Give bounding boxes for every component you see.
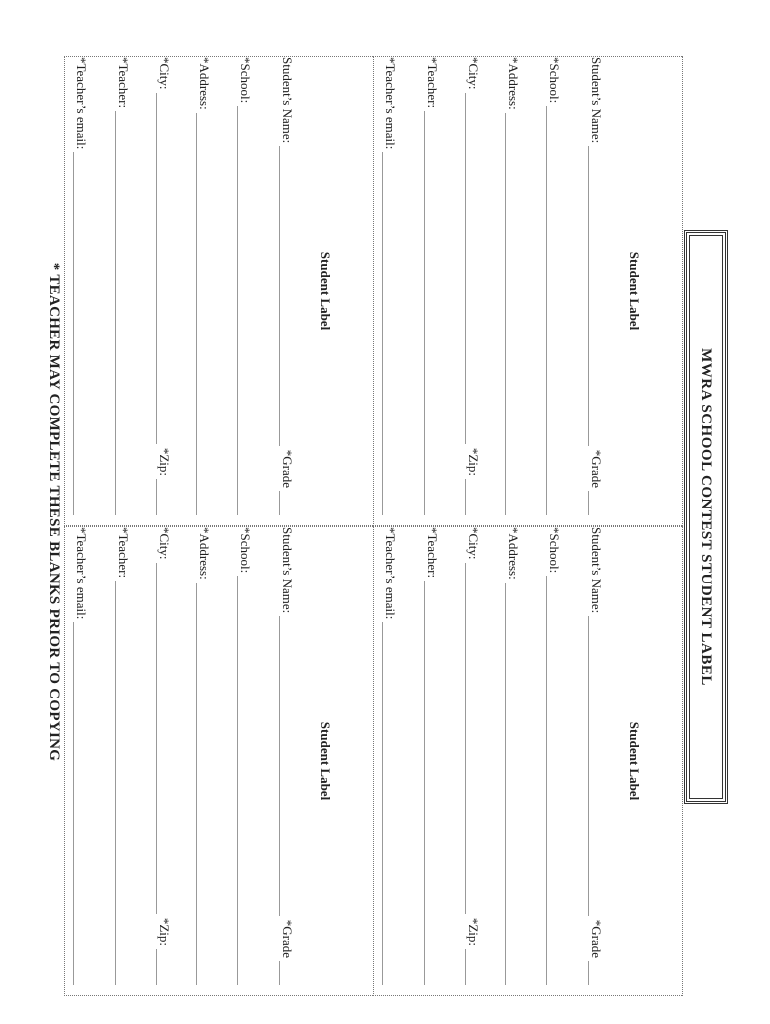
zip-label: *Zip: xyxy=(157,447,172,476)
teacher-label: *Teacher: xyxy=(425,527,440,579)
address-label: *Address: xyxy=(197,57,212,110)
email-row xyxy=(73,527,88,995)
grade-field[interactable] xyxy=(588,961,601,985)
school-row xyxy=(546,57,561,525)
student-name-field[interactable] xyxy=(279,146,292,445)
teacher-email-label: *Teacher’s email: xyxy=(383,527,398,620)
city-label: *City: xyxy=(466,57,481,90)
city-field[interactable] xyxy=(156,93,169,444)
teacher-row xyxy=(115,57,130,525)
student-name-label: Student’s Name: xyxy=(589,527,604,614)
student-name-field[interactable] xyxy=(588,146,601,445)
name-row xyxy=(588,57,603,525)
school-label: *School: xyxy=(238,57,253,104)
student-label-card xyxy=(373,526,683,996)
teacher-email-label: *Teacher’s email: xyxy=(74,57,89,150)
zip-field[interactable] xyxy=(156,949,169,985)
address-field[interactable] xyxy=(196,583,209,985)
school-field[interactable] xyxy=(546,106,559,515)
school-row xyxy=(546,527,561,995)
school-label: *School: xyxy=(238,527,253,574)
school-label: *School: xyxy=(547,57,562,104)
address-row xyxy=(196,57,211,525)
teacher-email-field[interactable] xyxy=(73,622,86,985)
student-label-card xyxy=(64,56,374,526)
school-row xyxy=(237,527,252,995)
teacher-row xyxy=(424,527,439,995)
student-name-label: Student’s Name: xyxy=(589,57,604,144)
school-field[interactable] xyxy=(237,576,250,985)
teacher-label: *Teacher: xyxy=(116,57,131,109)
address-row xyxy=(505,57,520,525)
teacher-row xyxy=(424,57,439,525)
page-title: MWRA SCHOOL CONTEST STUDENT LABEL xyxy=(686,232,726,802)
email-row xyxy=(382,527,397,995)
city-field[interactable] xyxy=(465,563,478,914)
grade-field[interactable] xyxy=(588,491,601,515)
zip-field[interactable] xyxy=(156,479,169,515)
zip-label: *Zip: xyxy=(466,917,481,946)
teacher-email-label: *Teacher’s email: xyxy=(383,57,398,150)
teacher-field[interactable] xyxy=(424,111,437,515)
teacher-field[interactable] xyxy=(115,581,128,985)
zip-field[interactable] xyxy=(465,949,478,985)
city-label: *City: xyxy=(157,57,172,90)
zip-field[interactable] xyxy=(465,479,478,515)
email-row xyxy=(73,57,88,525)
address-label: *Address: xyxy=(506,57,521,110)
label-heading: Student Label xyxy=(627,251,642,331)
grade-label: *Grade xyxy=(280,919,295,958)
teacher-label: *Teacher: xyxy=(425,57,440,109)
teacher-email-field[interactable] xyxy=(382,622,395,985)
teacher-field[interactable] xyxy=(115,111,128,515)
student-label-card xyxy=(64,526,374,996)
city-label: *City: xyxy=(157,527,172,560)
student-name-field[interactable] xyxy=(588,616,601,915)
student-name-field[interactable] xyxy=(279,616,292,915)
city-row xyxy=(465,527,480,995)
zip-label: *Zip: xyxy=(466,447,481,476)
name-row xyxy=(588,527,603,995)
teacher-label: *Teacher: xyxy=(116,527,131,579)
grade-field[interactable] xyxy=(279,491,292,515)
school-row xyxy=(237,57,252,525)
teacher-email-label: *Teacher’s email: xyxy=(74,527,89,620)
grade-label: *Grade xyxy=(589,919,604,958)
address-field[interactable] xyxy=(505,113,518,515)
footer-note: * TEACHER MAY COMPLETE THESE BLANKS PRIOR TO COPYING xyxy=(46,262,62,762)
school-field[interactable] xyxy=(237,106,250,515)
zip-label: *Zip: xyxy=(157,917,172,946)
grade-label: *Grade xyxy=(280,449,295,488)
city-row xyxy=(465,57,480,525)
address-label: *Address: xyxy=(197,527,212,580)
student-name-label: Student’s Name: xyxy=(280,57,295,144)
address-label: *Address: xyxy=(506,527,521,580)
city-row xyxy=(156,527,171,995)
student-label-card xyxy=(373,56,683,526)
name-row xyxy=(279,527,294,995)
city-field[interactable] xyxy=(465,93,478,444)
school-field[interactable] xyxy=(546,576,559,985)
name-row xyxy=(279,57,294,525)
label-heading: Student Label xyxy=(318,721,333,801)
address-row xyxy=(196,527,211,995)
email-row xyxy=(382,57,397,525)
teacher-email-field[interactable] xyxy=(73,152,86,515)
address-field[interactable] xyxy=(196,113,209,515)
grade-field[interactable] xyxy=(279,961,292,985)
city-field[interactable] xyxy=(156,563,169,914)
teacher-row xyxy=(115,527,130,995)
city-row xyxy=(156,57,171,525)
address-row xyxy=(505,527,520,995)
grade-label: *Grade xyxy=(589,449,604,488)
student-name-label: Student’s Name: xyxy=(280,527,295,614)
city-label: *City: xyxy=(466,527,481,560)
teacher-field[interactable] xyxy=(424,581,437,985)
address-field[interactable] xyxy=(505,583,518,985)
school-label: *School: xyxy=(547,527,562,574)
label-heading: Student Label xyxy=(627,721,642,801)
teacher-email-field[interactable] xyxy=(382,152,395,515)
label-heading: Student Label xyxy=(318,251,333,331)
